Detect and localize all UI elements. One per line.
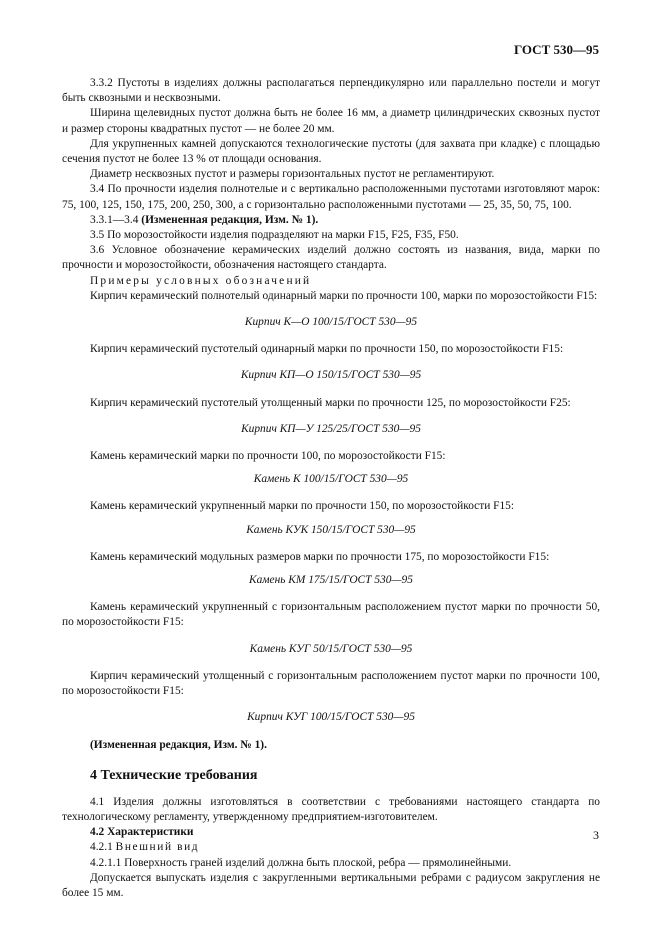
amendment-note-examples: (Измененная редакция, Изм. № 1).: [90, 738, 267, 751]
example-text: Кирпич керамический пустотелый утолщенный марки по прочности 125, по морозостойкости F25:: [90, 396, 571, 409]
paragraph-4-2-1-1: 4.2.1.1 Поверхность граней изделий должна быть плоской, ребра — прямолинейными.: [90, 856, 512, 869]
example-text: Камень керамический укрупненный марки по прочности 150, по морозостойкости F15:: [90, 500, 515, 513]
paragraph-3-4: 3.4 По прочности изделия полнотелые и с вертикально расположенными пустотами изготовляют марок: 75, 100, 125, 150, 175, 200, 250, 300, а с горизонтально расположенными пустотами — 25, 35, 50, 75, 100.: [62, 183, 600, 211]
paragraph-void-diameter: Диаметр несквозных пустот и размеры горизонтальных пустот не регламентируют.: [90, 168, 495, 181]
paragraph-3-3-2: 3.3.2 Пустоты в изделиях должны располагаться перпендикулярно или параллельно постели и могут быть сквозными и несквозными.: [62, 77, 600, 105]
example-text: Кирпич керамический пустотелый одинарный марки по прочности 150, по морозостойкости F15:: [90, 343, 564, 356]
paragraph-4-1: 4.1 Изделия должны изготовляться в соответствии с требованиями настоящего стандарта по технологическому регламенту, утвержденному предприятием-изготовителем.: [62, 795, 600, 823]
subsection-4-2-heading: 4.2 Характеристики: [90, 826, 194, 839]
example-designation: Камень К 100/15/ГОСТ 530—95: [253, 473, 409, 486]
paragraph-3-6: 3.6 Условное обозначение керамических изделий должно состоять из названия, вида, марки по прочности и морозостойкости, обозначения настоящего стандарта.: [62, 244, 600, 272]
example-designation: Кирпич КП—О 150/15/ГОСТ 530—95: [240, 369, 422, 382]
document-header: ГОСТ 530—95: [513, 42, 599, 57]
subsection-number: 4.2.1: [90, 841, 113, 854]
example-designation: Кирпич КУГ 100/15/ГОСТ 530—95: [247, 711, 415, 724]
examples-heading: Примеры условных обозначений: [90, 274, 312, 287]
example-designation: Камень КУГ 50/15/ГОСТ 530—95: [249, 642, 413, 655]
page-number: 3: [593, 828, 599, 842]
example-text: Кирпич керамический утолщенный с горизонтальным расположением пустот марки по прочности 100, по морозостойкости F15:: [62, 669, 600, 698]
subsection-title: Внешний вид: [115, 841, 200, 854]
example-text: Камень керамический марки по прочности 100, по морозостойкости F15:: [90, 450, 446, 463]
page-content: [62, 76, 600, 901]
example-designation: Кирпич К—О 100/15/ГОСТ 530—95: [244, 316, 418, 329]
paragraph-rounded-edges: Допускается выпускать изделия с закругленными вертикальными ребрами с радиусом закругления не более 15 мм.: [62, 871, 600, 899]
example-text: Камень керамический укрупненный с горизонтальным расположением пустот марки по прочности 50, по морозостойкости F15:: [62, 601, 600, 629]
paragraph-large-stones: Для укрупненных камней допускаются технологические пустоты (для захвата при кладке) с площадью сечения пустот не более 13 % от площади основания.: [62, 137, 600, 166]
amendment-note: (Измененная редакция, Изм. № 1).: [141, 213, 319, 226]
amendment-range: 3.3.1—3.4: [90, 213, 139, 226]
example-designation: Кирпич КП—У 125/25/ГОСТ 530—95: [241, 422, 421, 435]
paragraph-slot-width: Ширина щелевидных пустот должна быть не более 16 мм, а диаметр цилиндрических сквозных пустот и размер стороны квадратных пустот — не более 20 мм.: [62, 107, 600, 135]
example-designation: Камень КМ 175/15/ГОСТ 530—95: [249, 574, 413, 587]
paragraph-3-5: 3.5 По морозостойкости изделия подразделяют на марки F15, F25, F35, F50.: [90, 229, 459, 242]
example-text: Камень керамический модульных размеров марки по прочности 175, по морозостойкости F15:: [90, 550, 550, 563]
example-designation: Камень КУК 150/15/ГОСТ 530—95: [246, 523, 416, 536]
example-text: Кирпич керамический полнотелый одинарный марки по прочности 100, марки по морозостойкости F15:: [90, 289, 598, 302]
section-4-heading: 4 Технические требования: [90, 767, 258, 783]
paragraph-amendment-3-3-1: [62, 213, 600, 228]
subsection-4-2-1-heading: [62, 840, 600, 855]
